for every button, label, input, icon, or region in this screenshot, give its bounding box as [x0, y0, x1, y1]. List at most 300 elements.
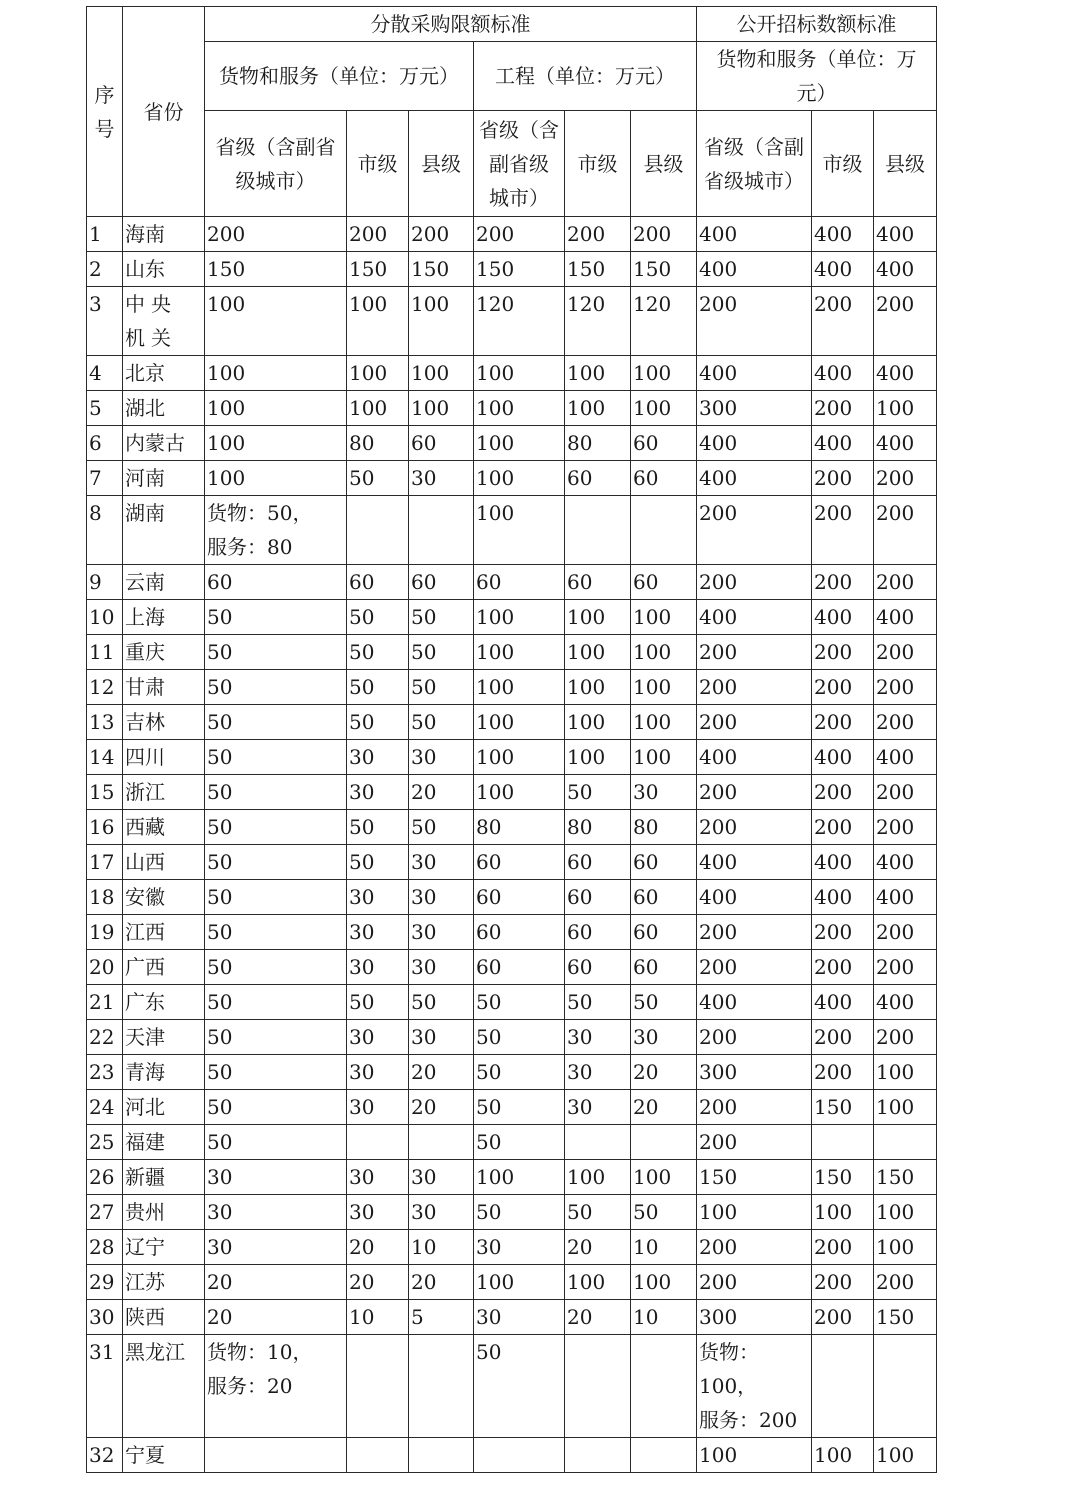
cell-goods-provincial: 30 [205, 1160, 347, 1195]
cell-goods-county: 50 [409, 635, 474, 670]
cell-seq: 19 [87, 915, 123, 950]
cell-goods-county [409, 1335, 474, 1438]
cell-eng-city: 120 [565, 287, 631, 356]
cell-tender-provincial: 400 [697, 600, 812, 635]
cell-tender-county: 400 [874, 600, 937, 635]
cell-seq: 15 [87, 775, 123, 810]
cell-eng-provincial: 60 [474, 950, 565, 985]
cell-eng-city: 60 [565, 880, 631, 915]
cell-seq: 17 [87, 845, 123, 880]
cell-tender-city: 200 [812, 565, 874, 600]
table-row [87, 1335, 937, 1438]
cell-goods-county: 60 [409, 426, 474, 461]
cell-eng-county: 100 [631, 1265, 697, 1300]
cell-tender-county: 400 [874, 740, 937, 775]
cell-goods-provincial: 30 [205, 1195, 347, 1230]
cell-province: 甘肃 [123, 670, 205, 705]
cell-province: 北京 [123, 356, 205, 391]
cell-goods-county: 30 [409, 845, 474, 880]
cell-eng-county: 60 [631, 950, 697, 985]
cell-tender-provincial: 200 [697, 1090, 812, 1125]
cell-tender-county: 200 [874, 775, 937, 810]
cell-goods-provincial: 50 [205, 880, 347, 915]
cell-eng-county: 150 [631, 252, 697, 287]
cell-seq: 29 [87, 1265, 123, 1300]
cell-eng-city: 100 [565, 635, 631, 670]
cell-eng-city [565, 1125, 631, 1160]
cell-tender-provincial: 200 [697, 287, 812, 356]
cell-tender-city: 200 [812, 496, 874, 565]
cell-eng-city: 150 [565, 252, 631, 287]
cell-province: 中央机关 [123, 287, 205, 356]
cell-goods-city: 30 [347, 1055, 409, 1090]
cell-tender-county: 200 [874, 461, 937, 496]
table-row [87, 705, 937, 740]
cell-eng-provincial: 50 [474, 1090, 565, 1125]
cell-eng-county: 100 [631, 1160, 697, 1195]
cell-province: 河南 [123, 461, 205, 496]
cell-tender-provincial: 150 [697, 1160, 812, 1195]
cell-eng-provincial: 150 [474, 252, 565, 287]
cell-seq: 9 [87, 565, 123, 600]
cell-goods-city: 10 [347, 1300, 409, 1335]
cell-tender-city: 200 [812, 391, 874, 426]
cell-province: 青海 [123, 1055, 205, 1090]
cell-goods-city [347, 1125, 409, 1160]
cell-goods-city: 50 [347, 985, 409, 1020]
cell-goods-city: 30 [347, 1195, 409, 1230]
cell-goods-county: 50 [409, 985, 474, 1020]
cell-tender-provincial: 400 [697, 252, 812, 287]
cell-province: 西藏 [123, 810, 205, 845]
cell-seq: 6 [87, 426, 123, 461]
cell-eng-city: 30 [565, 1055, 631, 1090]
cell-tender-provincial: 200 [697, 810, 812, 845]
cell-eng-city: 60 [565, 915, 631, 950]
cell-goods-county: 30 [409, 1195, 474, 1230]
cell-province: 四川 [123, 740, 205, 775]
cell-eng-city: 30 [565, 1020, 631, 1055]
cell-tender-provincial: 300 [697, 391, 812, 426]
cell-goods-provincial: 100 [205, 356, 347, 391]
cell-goods-county: 50 [409, 600, 474, 635]
cell-tender-city: 200 [812, 670, 874, 705]
cell-seq: 26 [87, 1160, 123, 1195]
cell-tender-county: 400 [874, 985, 937, 1020]
cell-tender-city: 400 [812, 985, 874, 1020]
header-provincial: 省级（含副省 级城市） [205, 111, 347, 217]
cell-tender-provincial: 300 [697, 1055, 812, 1090]
cell-goods-city: 30 [347, 950, 409, 985]
cell-goods-provincial: 50 [205, 705, 347, 740]
cell-goods-provincial: 50 [205, 1055, 347, 1090]
cell-tender-city: 100 [812, 1195, 874, 1230]
cell-tender-provincial: 200 [697, 496, 812, 565]
cell-tender-provincial: 400 [697, 461, 812, 496]
cell-goods-provincial [205, 1438, 347, 1473]
cell-tender-city: 200 [812, 810, 874, 845]
table-row [87, 1438, 937, 1473]
cell-eng-city: 60 [565, 950, 631, 985]
cell-eng-county: 10 [631, 1300, 697, 1335]
cell-goods-provincial: 50 [205, 740, 347, 775]
cell-goods-provincial: 50 [205, 915, 347, 950]
cell-goods-county: 20 [409, 1055, 474, 1090]
cell-province: 新疆 [123, 1160, 205, 1195]
cell-eng-county: 100 [631, 740, 697, 775]
cell-eng-county [631, 1335, 697, 1438]
cell-province: 江西 [123, 915, 205, 950]
cell-tender-county: 200 [874, 635, 937, 670]
cell-seq: 24 [87, 1090, 123, 1125]
header-city-tender: 市级 [812, 111, 874, 217]
cell-tender-provincial: 货物：100， 服务：200 [697, 1335, 812, 1438]
cell-tender-county: 100 [874, 1230, 937, 1265]
cell-eng-provincial: 50 [474, 1020, 565, 1055]
header-seq: 序 号 [87, 7, 123, 217]
cell-eng-county: 60 [631, 565, 697, 600]
cell-goods-county: 30 [409, 915, 474, 950]
cell-goods-county: 30 [409, 950, 474, 985]
header-provincial-tender: 省级（含副 省级城市） [697, 111, 812, 217]
table-row [87, 461, 937, 496]
cell-goods-city: 30 [347, 1160, 409, 1195]
cell-tender-county: 200 [874, 565, 937, 600]
cell-eng-county: 30 [631, 1020, 697, 1055]
cell-goods-county [409, 1438, 474, 1473]
cell-goods-provincial: 100 [205, 461, 347, 496]
cell-tender-city: 150 [812, 1090, 874, 1125]
cell-goods-provincial: 30 [205, 1230, 347, 1265]
cell-tender-city: 200 [812, 915, 874, 950]
cell-eng-city: 80 [565, 426, 631, 461]
cell-goods-city: 50 [347, 845, 409, 880]
cell-eng-city [565, 496, 631, 565]
cell-eng-provincial: 50 [474, 1335, 565, 1438]
cell-eng-city: 100 [565, 740, 631, 775]
cell-tender-city: 200 [812, 1055, 874, 1090]
table-row [87, 880, 937, 915]
cell-tender-city: 200 [812, 1265, 874, 1300]
cell-goods-city [347, 1335, 409, 1438]
cell-eng-city: 60 [565, 845, 631, 880]
cell-province: 吉林 [123, 705, 205, 740]
cell-tender-county: 100 [874, 391, 937, 426]
cell-province: 福建 [123, 1125, 205, 1160]
cell-seq: 27 [87, 1195, 123, 1230]
cell-province: 安徽 [123, 880, 205, 915]
cell-goods-county: 30 [409, 1020, 474, 1055]
cell-goods-city: 80 [347, 426, 409, 461]
cell-goods-provincial: 50 [205, 1020, 347, 1055]
cell-goods-county: 30 [409, 1160, 474, 1195]
cell-goods-city [347, 496, 409, 565]
cell-tender-county: 200 [874, 810, 937, 845]
cell-tender-provincial: 200 [697, 565, 812, 600]
table-row [87, 1090, 937, 1125]
cell-seq: 28 [87, 1230, 123, 1265]
procurement-standards-table [86, 6, 937, 1473]
cell-tender-county: 150 [874, 1300, 937, 1335]
header-city-engineering: 市级 [565, 111, 631, 217]
cell-tender-city: 400 [812, 600, 874, 635]
cell-tender-city: 150 [812, 1160, 874, 1195]
header-county: 县级 [409, 111, 474, 217]
cell-goods-city: 30 [347, 740, 409, 775]
cell-seq: 3 [87, 287, 123, 356]
cell-eng-city: 50 [565, 1195, 631, 1230]
cell-tender-city: 400 [812, 356, 874, 391]
cell-goods-provincial: 100 [205, 391, 347, 426]
cell-seq: 31 [87, 1335, 123, 1438]
cell-goods-city: 20 [347, 1265, 409, 1300]
cell-goods-city: 100 [347, 287, 409, 356]
cell-eng-county: 200 [631, 217, 697, 252]
cell-goods-city: 20 [347, 1230, 409, 1265]
cell-goods-provincial: 50 [205, 600, 347, 635]
cell-eng-county: 100 [631, 391, 697, 426]
cell-eng-provincial: 50 [474, 1055, 565, 1090]
cell-seq: 30 [87, 1300, 123, 1335]
cell-seq: 23 [87, 1055, 123, 1090]
cell-eng-county [631, 496, 697, 565]
cell-eng-county: 100 [631, 670, 697, 705]
cell-goods-city: 30 [347, 1020, 409, 1055]
header-dispersed-procurement: 分散采购限额标准 [205, 7, 697, 42]
cell-seq: 20 [87, 950, 123, 985]
cell-tender-provincial: 400 [697, 426, 812, 461]
cell-goods-county: 30 [409, 880, 474, 915]
cell-eng-provincial: 60 [474, 915, 565, 950]
cell-tender-provincial: 200 [697, 670, 812, 705]
cell-province: 湖北 [123, 391, 205, 426]
cell-goods-county: 20 [409, 1090, 474, 1125]
cell-eng-provincial: 100 [474, 1265, 565, 1300]
cell-seq: 13 [87, 705, 123, 740]
table-row [87, 985, 937, 1020]
cell-goods-provincial: 货物：50， 服务：80 [205, 496, 347, 565]
cell-eng-county [631, 1438, 697, 1473]
cell-tender-provincial: 400 [697, 217, 812, 252]
cell-tender-city [812, 1125, 874, 1160]
cell-eng-county: 100 [631, 356, 697, 391]
cell-tender-provincial: 300 [697, 1300, 812, 1335]
cell-eng-city: 50 [565, 985, 631, 1020]
cell-goods-city: 30 [347, 775, 409, 810]
cell-tender-county: 400 [874, 845, 937, 880]
cell-goods-county: 100 [409, 287, 474, 356]
header-city: 市级 [347, 111, 409, 217]
cell-eng-city: 100 [565, 705, 631, 740]
cell-seq: 11 [87, 635, 123, 670]
cell-goods-county: 30 [409, 461, 474, 496]
cell-goods-city: 50 [347, 705, 409, 740]
cell-eng-city: 50 [565, 775, 631, 810]
cell-eng-provincial: 100 [474, 461, 565, 496]
cell-eng-county: 60 [631, 426, 697, 461]
cell-tender-city: 200 [812, 775, 874, 810]
cell-eng-county: 20 [631, 1055, 697, 1090]
cell-tender-provincial: 200 [697, 1230, 812, 1265]
cell-tender-provincial: 400 [697, 845, 812, 880]
cell-tender-city: 200 [812, 461, 874, 496]
cell-goods-city: 150 [347, 252, 409, 287]
cell-tender-provincial: 400 [697, 985, 812, 1020]
cell-goods-county: 50 [409, 705, 474, 740]
cell-eng-provincial: 100 [474, 391, 565, 426]
cell-eng-provincial: 100 [474, 600, 565, 635]
cell-eng-county: 30 [631, 775, 697, 810]
cell-goods-city [347, 1438, 409, 1473]
cell-seq: 25 [87, 1125, 123, 1160]
cell-province: 辽宁 [123, 1230, 205, 1265]
cell-eng-city: 20 [565, 1230, 631, 1265]
cell-goods-city: 100 [347, 391, 409, 426]
cell-province: 内蒙古 [123, 426, 205, 461]
table-row [87, 845, 937, 880]
cell-goods-provincial: 60 [205, 565, 347, 600]
cell-eng-city [565, 1438, 631, 1473]
cell-goods-city: 30 [347, 915, 409, 950]
cell-goods-provincial: 20 [205, 1265, 347, 1300]
cell-goods-county: 20 [409, 775, 474, 810]
cell-province: 海南 [123, 217, 205, 252]
cell-goods-city: 50 [347, 810, 409, 845]
cell-seq: 1 [87, 217, 123, 252]
cell-eng-county: 60 [631, 461, 697, 496]
cell-tender-county: 400 [874, 217, 937, 252]
cell-eng-provincial: 120 [474, 287, 565, 356]
cell-province: 宁夏 [123, 1438, 205, 1473]
cell-eng-county: 100 [631, 600, 697, 635]
table-row [87, 287, 937, 356]
cell-province: 广西 [123, 950, 205, 985]
cell-eng-city: 30 [565, 1090, 631, 1125]
header-county-tender: 县级 [874, 111, 937, 217]
table-row [87, 740, 937, 775]
cell-tender-county: 100 [874, 1090, 937, 1125]
cell-eng-provincial: 100 [474, 775, 565, 810]
cell-tender-city: 100 [812, 1438, 874, 1473]
cell-eng-provincial: 100 [474, 670, 565, 705]
cell-seq: 10 [87, 600, 123, 635]
cell-province: 浙江 [123, 775, 205, 810]
cell-tender-county: 200 [874, 915, 937, 950]
cell-seq: 7 [87, 461, 123, 496]
cell-eng-county: 10 [631, 1230, 697, 1265]
cell-goods-provincial: 20 [205, 1300, 347, 1335]
cell-eng-city: 60 [565, 565, 631, 600]
header-tender-goods-services: 货物和服务（单位：万 元） [697, 42, 937, 111]
cell-province: 广东 [123, 985, 205, 1020]
cell-seq: 32 [87, 1438, 123, 1473]
cell-goods-provincial: 货物：10， 服务：20 [205, 1335, 347, 1438]
cell-goods-provincial: 50 [205, 775, 347, 810]
cell-goods-city: 100 [347, 356, 409, 391]
cell-province: 云南 [123, 565, 205, 600]
cell-seq: 18 [87, 880, 123, 915]
cell-tender-provincial: 400 [697, 356, 812, 391]
cell-eng-city: 100 [565, 670, 631, 705]
table-row [87, 496, 937, 565]
cell-tender-city: 400 [812, 426, 874, 461]
cell-eng-county: 50 [631, 985, 697, 1020]
cell-eng-provincial: 100 [474, 426, 565, 461]
table-row [87, 252, 937, 287]
cell-province: 河北 [123, 1090, 205, 1125]
table-row [87, 810, 937, 845]
cell-eng-provincial [474, 1438, 565, 1473]
cell-goods-provincial: 50 [205, 670, 347, 705]
cell-eng-provincial: 100 [474, 740, 565, 775]
cell-goods-county: 5 [409, 1300, 474, 1335]
cell-tender-provincial: 200 [697, 950, 812, 985]
cell-goods-county [409, 1125, 474, 1160]
cell-eng-provincial: 100 [474, 1160, 565, 1195]
cell-goods-provincial: 100 [205, 426, 347, 461]
cell-seq: 8 [87, 496, 123, 565]
cell-seq: 16 [87, 810, 123, 845]
cell-tender-county: 200 [874, 670, 937, 705]
cell-eng-city: 60 [565, 461, 631, 496]
cell-goods-city: 30 [347, 880, 409, 915]
cell-eng-county: 120 [631, 287, 697, 356]
cell-tender-county [874, 1125, 937, 1160]
cell-eng-county: 20 [631, 1090, 697, 1125]
cell-eng-provincial: 50 [474, 985, 565, 1020]
cell-tender-city: 400 [812, 740, 874, 775]
cell-province: 山西 [123, 845, 205, 880]
header-province: 省份 [123, 7, 205, 217]
cell-goods-county: 10 [409, 1230, 474, 1265]
cell-goods-city: 30 [347, 1090, 409, 1125]
table-row [87, 600, 937, 635]
cell-tender-provincial: 200 [697, 1125, 812, 1160]
cell-province: 贵州 [123, 1195, 205, 1230]
cell-province: 重庆 [123, 635, 205, 670]
cell-goods-provincial: 50 [205, 1125, 347, 1160]
cell-tender-county: 400 [874, 880, 937, 915]
cell-eng-provincial: 100 [474, 496, 565, 565]
table-row [87, 670, 937, 705]
cell-goods-county: 30 [409, 740, 474, 775]
cell-tender-provincial: 400 [697, 880, 812, 915]
cell-tender-provincial: 200 [697, 635, 812, 670]
cell-goods-county: 50 [409, 670, 474, 705]
cell-tender-city: 400 [812, 252, 874, 287]
cell-eng-city: 20 [565, 1300, 631, 1335]
cell-eng-provincial: 30 [474, 1230, 565, 1265]
table-row [87, 775, 937, 810]
cell-goods-provincial: 50 [205, 845, 347, 880]
cell-eng-county: 100 [631, 635, 697, 670]
cell-eng-county [631, 1125, 697, 1160]
cell-eng-provincial: 200 [474, 217, 565, 252]
cell-tender-provincial: 100 [697, 1438, 812, 1473]
table-row [87, 915, 937, 950]
cell-tender-city: 400 [812, 880, 874, 915]
cell-tender-city: 200 [812, 1230, 874, 1265]
cell-eng-county: 80 [631, 810, 697, 845]
cell-goods-county [409, 496, 474, 565]
cell-eng-city: 100 [565, 1160, 631, 1195]
cell-goods-city: 50 [347, 600, 409, 635]
cell-province: 山东 [123, 252, 205, 287]
table-row [87, 565, 937, 600]
cell-goods-county: 50 [409, 810, 474, 845]
cell-eng-city [565, 1335, 631, 1438]
cell-tender-county: 200 [874, 705, 937, 740]
